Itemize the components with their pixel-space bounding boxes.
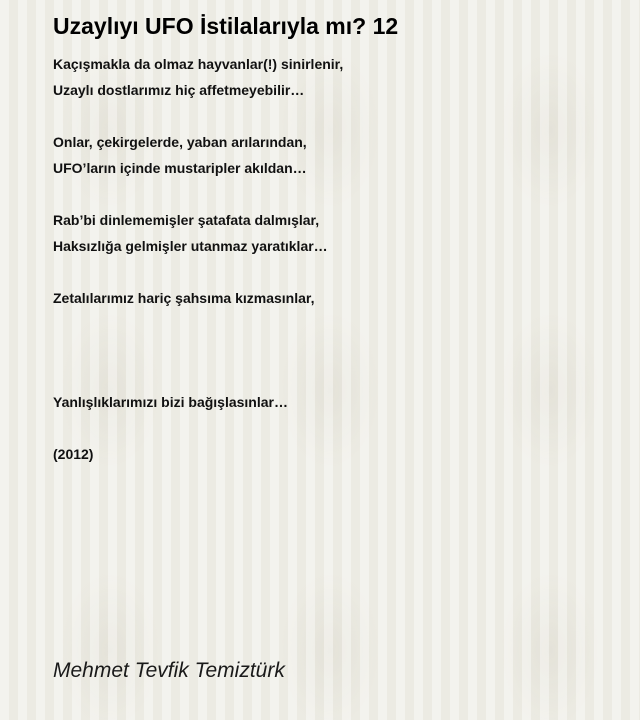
- poem-date: [53, 441, 613, 467]
- stanza-4: [53, 285, 613, 311]
- poem-title: Uzaylıyı UFO İstilalarıyla mı? 12: [53, 13, 399, 39]
- poem-line: Zetalılarımız hariç şahsıma kızmasınlar,: [53, 290, 315, 306]
- stanza-5: [53, 389, 613, 415]
- poem-line: UFO’ların içinde mustaripler akıldan…: [53, 160, 307, 176]
- poem-line: Rab’bi dinlememişler şatafata dalmışlar,: [53, 212, 320, 228]
- poem-line: Onlar, çekirgelerde, yaban arılarından,: [53, 134, 307, 150]
- stanza-1: [53, 51, 613, 103]
- poem-line: Haksızlığa gelmişler utanmaz yaratıklar…: [53, 238, 328, 254]
- poem-body: [53, 51, 613, 493]
- stanza-spacer: [53, 337, 613, 389]
- poem-author[interactable]: Mehmet Tevfik Temiztürk: [53, 659, 285, 682]
- poem-line: Yanlışlıklarımızı bizi bağışlasınlar…: [53, 394, 288, 410]
- poem-line: Uzaylı dostlarımız hiç affetmeyebilir…: [53, 82, 305, 98]
- poem-date-text: (2012): [53, 446, 94, 462]
- stanza-3: [53, 207, 613, 259]
- stanza-2: [53, 129, 613, 181]
- poem-line: Kaçışmakla da olmaz hayvanlar(!) sinirlenir,: [53, 56, 344, 72]
